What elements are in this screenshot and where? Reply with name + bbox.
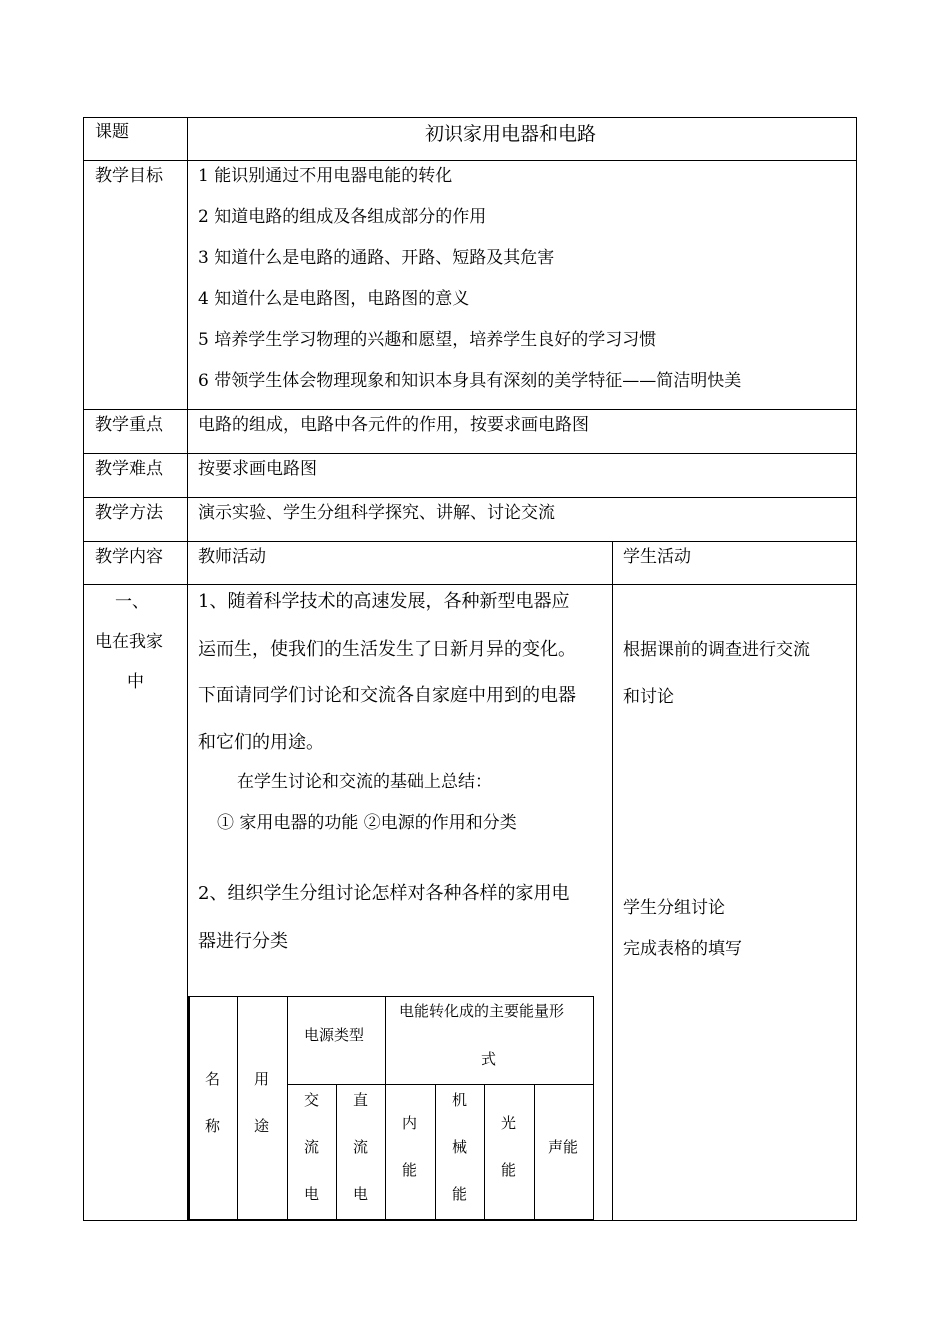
col-mechanical-char: 能 xyxy=(452,1185,468,1203)
objectives-label: 教学目标 xyxy=(95,166,163,186)
section-title-line: 电在我家 xyxy=(95,632,163,652)
student-line: 学生分组讨论 xyxy=(623,898,725,918)
objective-item: 1 能识别通过不用电器电能的转化 xyxy=(198,166,453,186)
objective-item: 6 带领学生体会物理现象和知识本身具有深刻的美学特征——简洁明快美 xyxy=(198,371,742,391)
col-use-char: 用 xyxy=(254,1070,270,1088)
difficulties-value: 按要求画电路图 xyxy=(198,459,317,479)
key-points-label: 教学重点 xyxy=(95,415,163,435)
col-sound: 声能 xyxy=(548,1138,579,1156)
student-line: 完成表格的填写 xyxy=(623,939,742,959)
section-title-line: 一、 xyxy=(115,592,149,612)
col-use-char: 途 xyxy=(254,1117,270,1135)
col-internal-char: 内 xyxy=(402,1114,418,1132)
col-ac-char: 流 xyxy=(304,1138,320,1156)
teacher-line: 1、随着科学技术的高速发展，各种新型电器应 xyxy=(198,591,570,612)
col-energy-header: 式 xyxy=(481,1050,497,1068)
topic-label: 课题 xyxy=(95,122,129,142)
teacher-line: 2、组织学生分组讨论怎样对各种各样的家用电 xyxy=(198,883,570,904)
col-dc-char: 直 xyxy=(353,1091,369,1109)
teacher-line: ① 家用电器的功能 ②电源的作用和分类 xyxy=(217,813,517,833)
key-points-value: 电路的组成，电路中各元件的作用，按要求画电路图 xyxy=(198,415,589,435)
col-ac-char: 电 xyxy=(304,1185,320,1203)
difficulties-label: 教学难点 xyxy=(95,459,163,479)
methods-label: 教学方法 xyxy=(95,503,163,523)
student-line: 和讨论 xyxy=(623,687,674,707)
teacher-line: 运而生，使我们的生活发生了日新月异的变化。 xyxy=(198,639,576,660)
teacher-line: 和它们的用途。 xyxy=(198,732,324,753)
col-ac-char: 交 xyxy=(304,1091,320,1109)
objective-item: 2 知道电路的组成及各组成部分的作用 xyxy=(198,207,487,227)
col-internal-char: 能 xyxy=(402,1161,418,1179)
section-title-line: 中 xyxy=(127,672,144,692)
col-power-type: 电源类型 xyxy=(304,1026,365,1044)
col-name-char: 名 xyxy=(205,1070,221,1088)
col-dc-char: 电 xyxy=(353,1185,369,1203)
col-light-char: 光 xyxy=(501,1114,517,1132)
col-mechanical-char: 机 xyxy=(452,1091,468,1109)
page-title: 初识家用电器和电路 xyxy=(425,123,597,145)
student-activity-header: 学生活动 xyxy=(623,547,691,567)
teacher-line: 在学生讨论和交流的基础上总结： xyxy=(237,772,492,792)
teacher-activity-header: 教师活动 xyxy=(198,547,266,567)
student-line: 根据课前的调查进行交流 xyxy=(623,640,810,660)
teacher-line: 器进行分类 xyxy=(198,931,288,952)
col-name-char: 称 xyxy=(205,1117,221,1135)
col-energy-header: 电能转化成的主要能量形 xyxy=(399,1002,565,1020)
teacher-line: 下面请同学们讨论和交流各自家庭中用到的电器 xyxy=(198,685,576,706)
col-light-char: 能 xyxy=(501,1161,517,1179)
col-dc-char: 流 xyxy=(353,1138,369,1156)
content-label: 教学内容 xyxy=(95,547,163,567)
objective-item: 4 知道什么是电路图，电路图的意义 xyxy=(198,289,470,309)
col-mechanical-char: 械 xyxy=(452,1138,468,1156)
objective-item: 5 培养学生学习物理的兴趣和愿望，培养学生良好的学习习惯 xyxy=(198,330,657,350)
objective-item: 3 知道什么是电路的通路、开路、短路及其危害 xyxy=(198,248,555,268)
methods-value: 演示实验、学生分组科学探究、讲解、讨论交流 xyxy=(198,503,555,523)
